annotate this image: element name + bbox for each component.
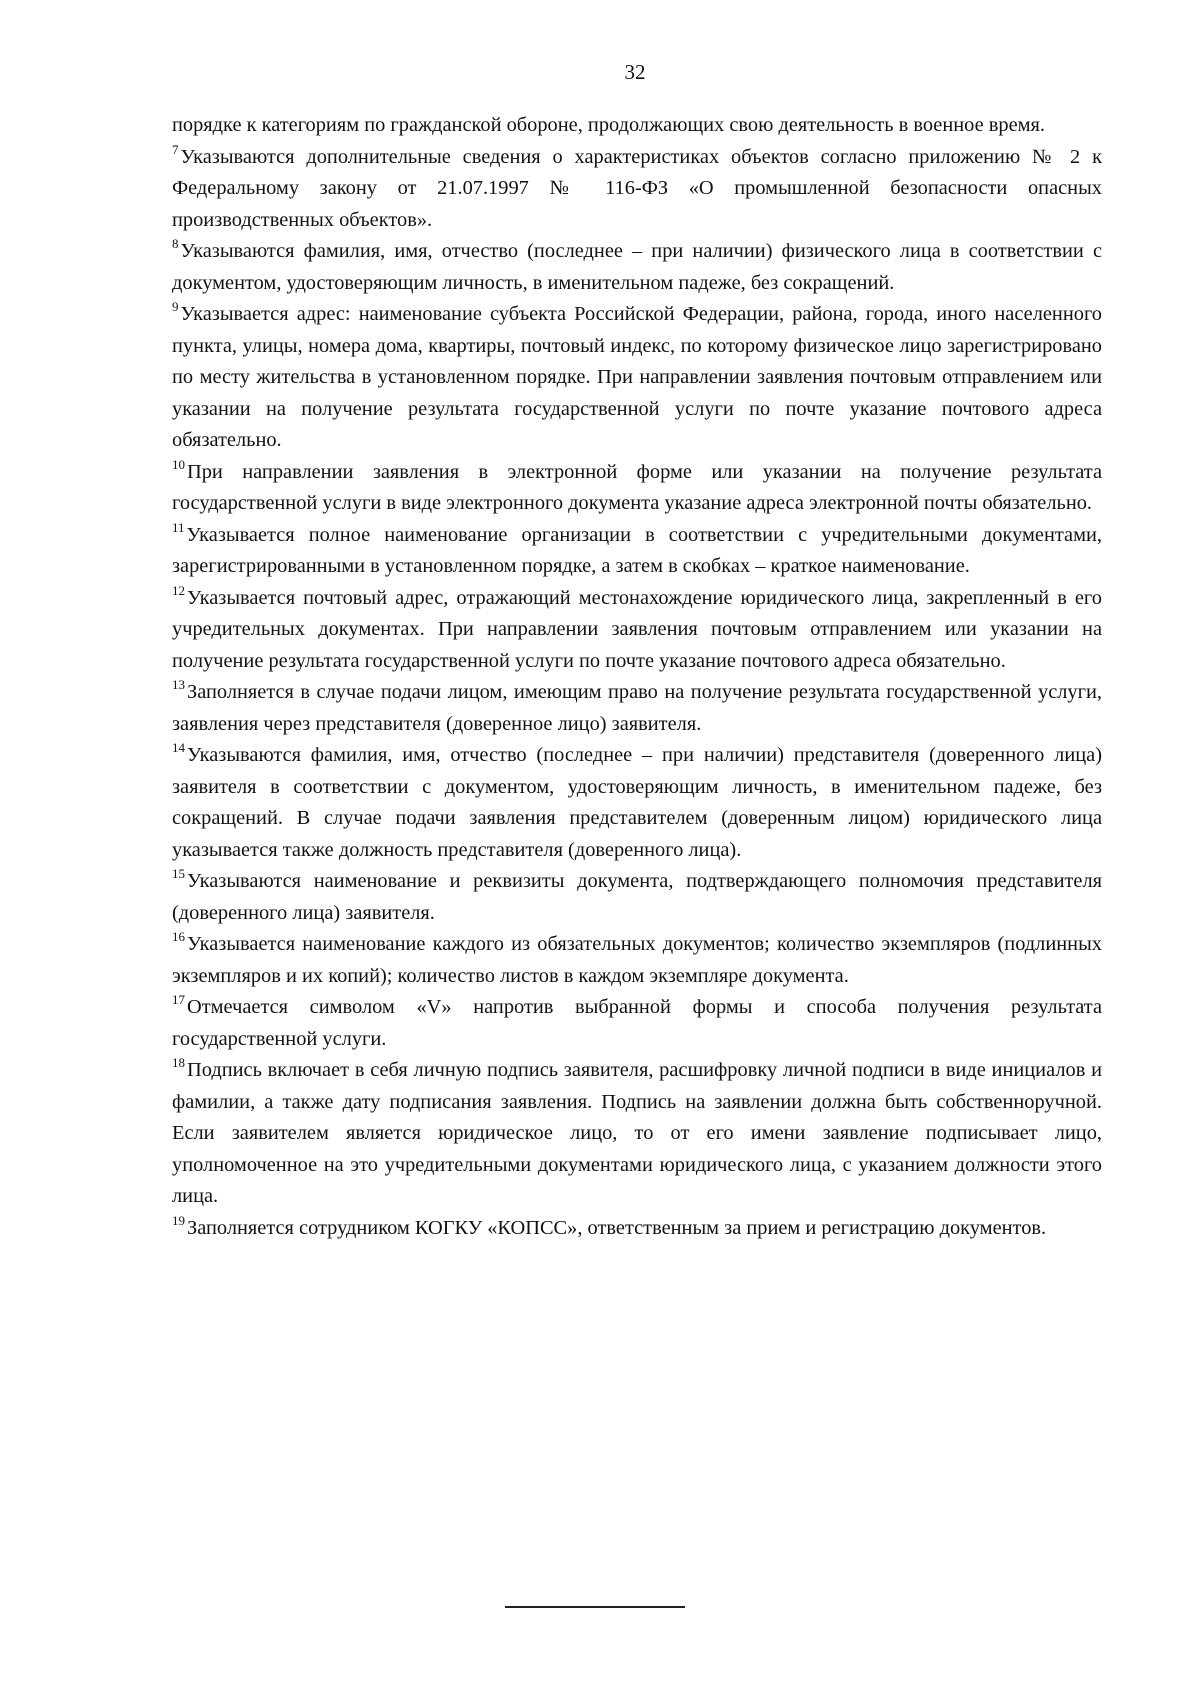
footnote-number: 10	[172, 456, 185, 472]
footnote-text: Подпись включает в себя личную подпись заявителя, расшифровку личной подписи в виде инициалов и фамилии, а также дату подписания заявления. Подпись на заявлении должна быть собственноручной. Если заявителем является юридическое лицо, то от его имени заявление подписывает лицо, уполномоченное на это учредительными документами юридического лица, с указанием должности этого лица.	[172, 1059, 1102, 1207]
footnote-number: 9	[172, 299, 179, 314]
lead-paragraph: порядке к категориям по гражданской обороне, продолжающих свою деятельность в военное время.	[172, 114, 1046, 136]
footnote-text: Указывается полное наименование организации в соответствии с учредительными документами, зарегистрированными в установленном порядке, а затем в скобках – краткое наименование.	[172, 523, 1102, 577]
footnote-number: 17	[172, 992, 185, 1007]
footnote-text: Указываются дополнительные сведения о характеристиках объектов согласно приложению № 2 к Федеральному закону от 21.07.1997 № 116-ФЗ «О промышленной безопасности опасных производственных объектов».	[172, 145, 1102, 231]
footnote-text: Указываются фамилия, имя, отчество (последнее – при наличии) физического лица в соответствии с документом, удостоверяющим личность, в именительном падеже, без сокращений.	[172, 240, 1102, 294]
footnote-number: 7	[172, 141, 179, 157]
end-of-text-divider	[505, 1606, 685, 1608]
footnote-number: 11	[172, 519, 185, 535]
footnote-text: Отмечается символом «V» напротив выбранной формы и способа получения результата государственной услуги.	[172, 996, 1102, 1050]
footnote-text: Заполняется в случае подачи лицом, имеющим право на получение результата государственной услуги, заявления через представителя (доверенное лицо) заявителя.	[172, 681, 1102, 735]
footnote-text: Указываются наименование и реквизиты документа, подтверждающего полномочия представителя (доверенного лица) заявителя.	[172, 870, 1102, 924]
footnote-8	[172, 236, 1102, 299]
footnote-text: Указывается почтовый адрес, отражающий местонахождение юридического лица, закрепленный в его учредительных документах. При направлении заявления почтовым отправлением или указании на получение результата государственной услуги по почте указание почтового адреса обязательно.	[172, 586, 1102, 672]
footnote-text: Указываются фамилия, имя, отчество (последнее – при наличии) представителя (доверенного лица) заявителя в соответствии с документом, удостоверяющим личность, в именительном падеже, без сокращений. В случае подачи заявления представителем (доверенным лицом) юридического лица указывается также должность представителя (доверенного лица).	[172, 744, 1102, 861]
footnote-number: 13	[172, 677, 185, 692]
footnote-number: 14	[172, 740, 185, 755]
footnote-number: 12	[172, 582, 185, 598]
footnote-number: 19	[172, 1212, 185, 1228]
footnote-18	[172, 1055, 1102, 1213]
footnote-16	[172, 929, 1102, 992]
footnote-9	[172, 299, 1102, 457]
footnote-number: 16	[172, 929, 185, 944]
footnote-text: Указывается адрес: наименование субъекта Российской Федерации, района, города, иного населенного пункта, улицы, номера дома, квартиры, почтовый индекс, по которому физическое лицо зарегистрировано по месту жительства в установленном порядке. При направлении заявления почтовым отправлением или указании на получение результата государственной услуги по почте указание почтового адреса обязательно.	[172, 303, 1102, 451]
footnote-12	[172, 583, 1102, 678]
footnote-number: 15	[172, 866, 185, 881]
footnote-number: 18	[172, 1055, 185, 1070]
footnote-7	[172, 142, 1102, 237]
footnote-number: 8	[172, 236, 179, 251]
footnote-10	[172, 457, 1102, 520]
footnote-14	[172, 740, 1102, 866]
page-body	[172, 110, 1102, 1244]
footnote-11	[172, 520, 1102, 583]
footnote-17	[172, 992, 1102, 1055]
footnote-text: Заполняется сотрудником КОГКУ «КОПСС», ответственным за прием и регистрацию документов.	[187, 1216, 1047, 1239]
footnote-15	[172, 866, 1102, 929]
footnote-13	[172, 677, 1102, 740]
footnote-text: Указывается наименование каждого из обязательных документов; количество экземпляров (подлинных экземпляров и их копий); количество листов в каждом экземпляре документа.	[172, 933, 1102, 987]
page-number: 32	[624, 60, 646, 84]
footnote-text: При направлении заявления в электронной форме или указании на получение результата государственной услуги в виде электронного документа указание адреса электронной почты обязательно.	[172, 460, 1102, 514]
footnote-19	[172, 1213, 1102, 1245]
